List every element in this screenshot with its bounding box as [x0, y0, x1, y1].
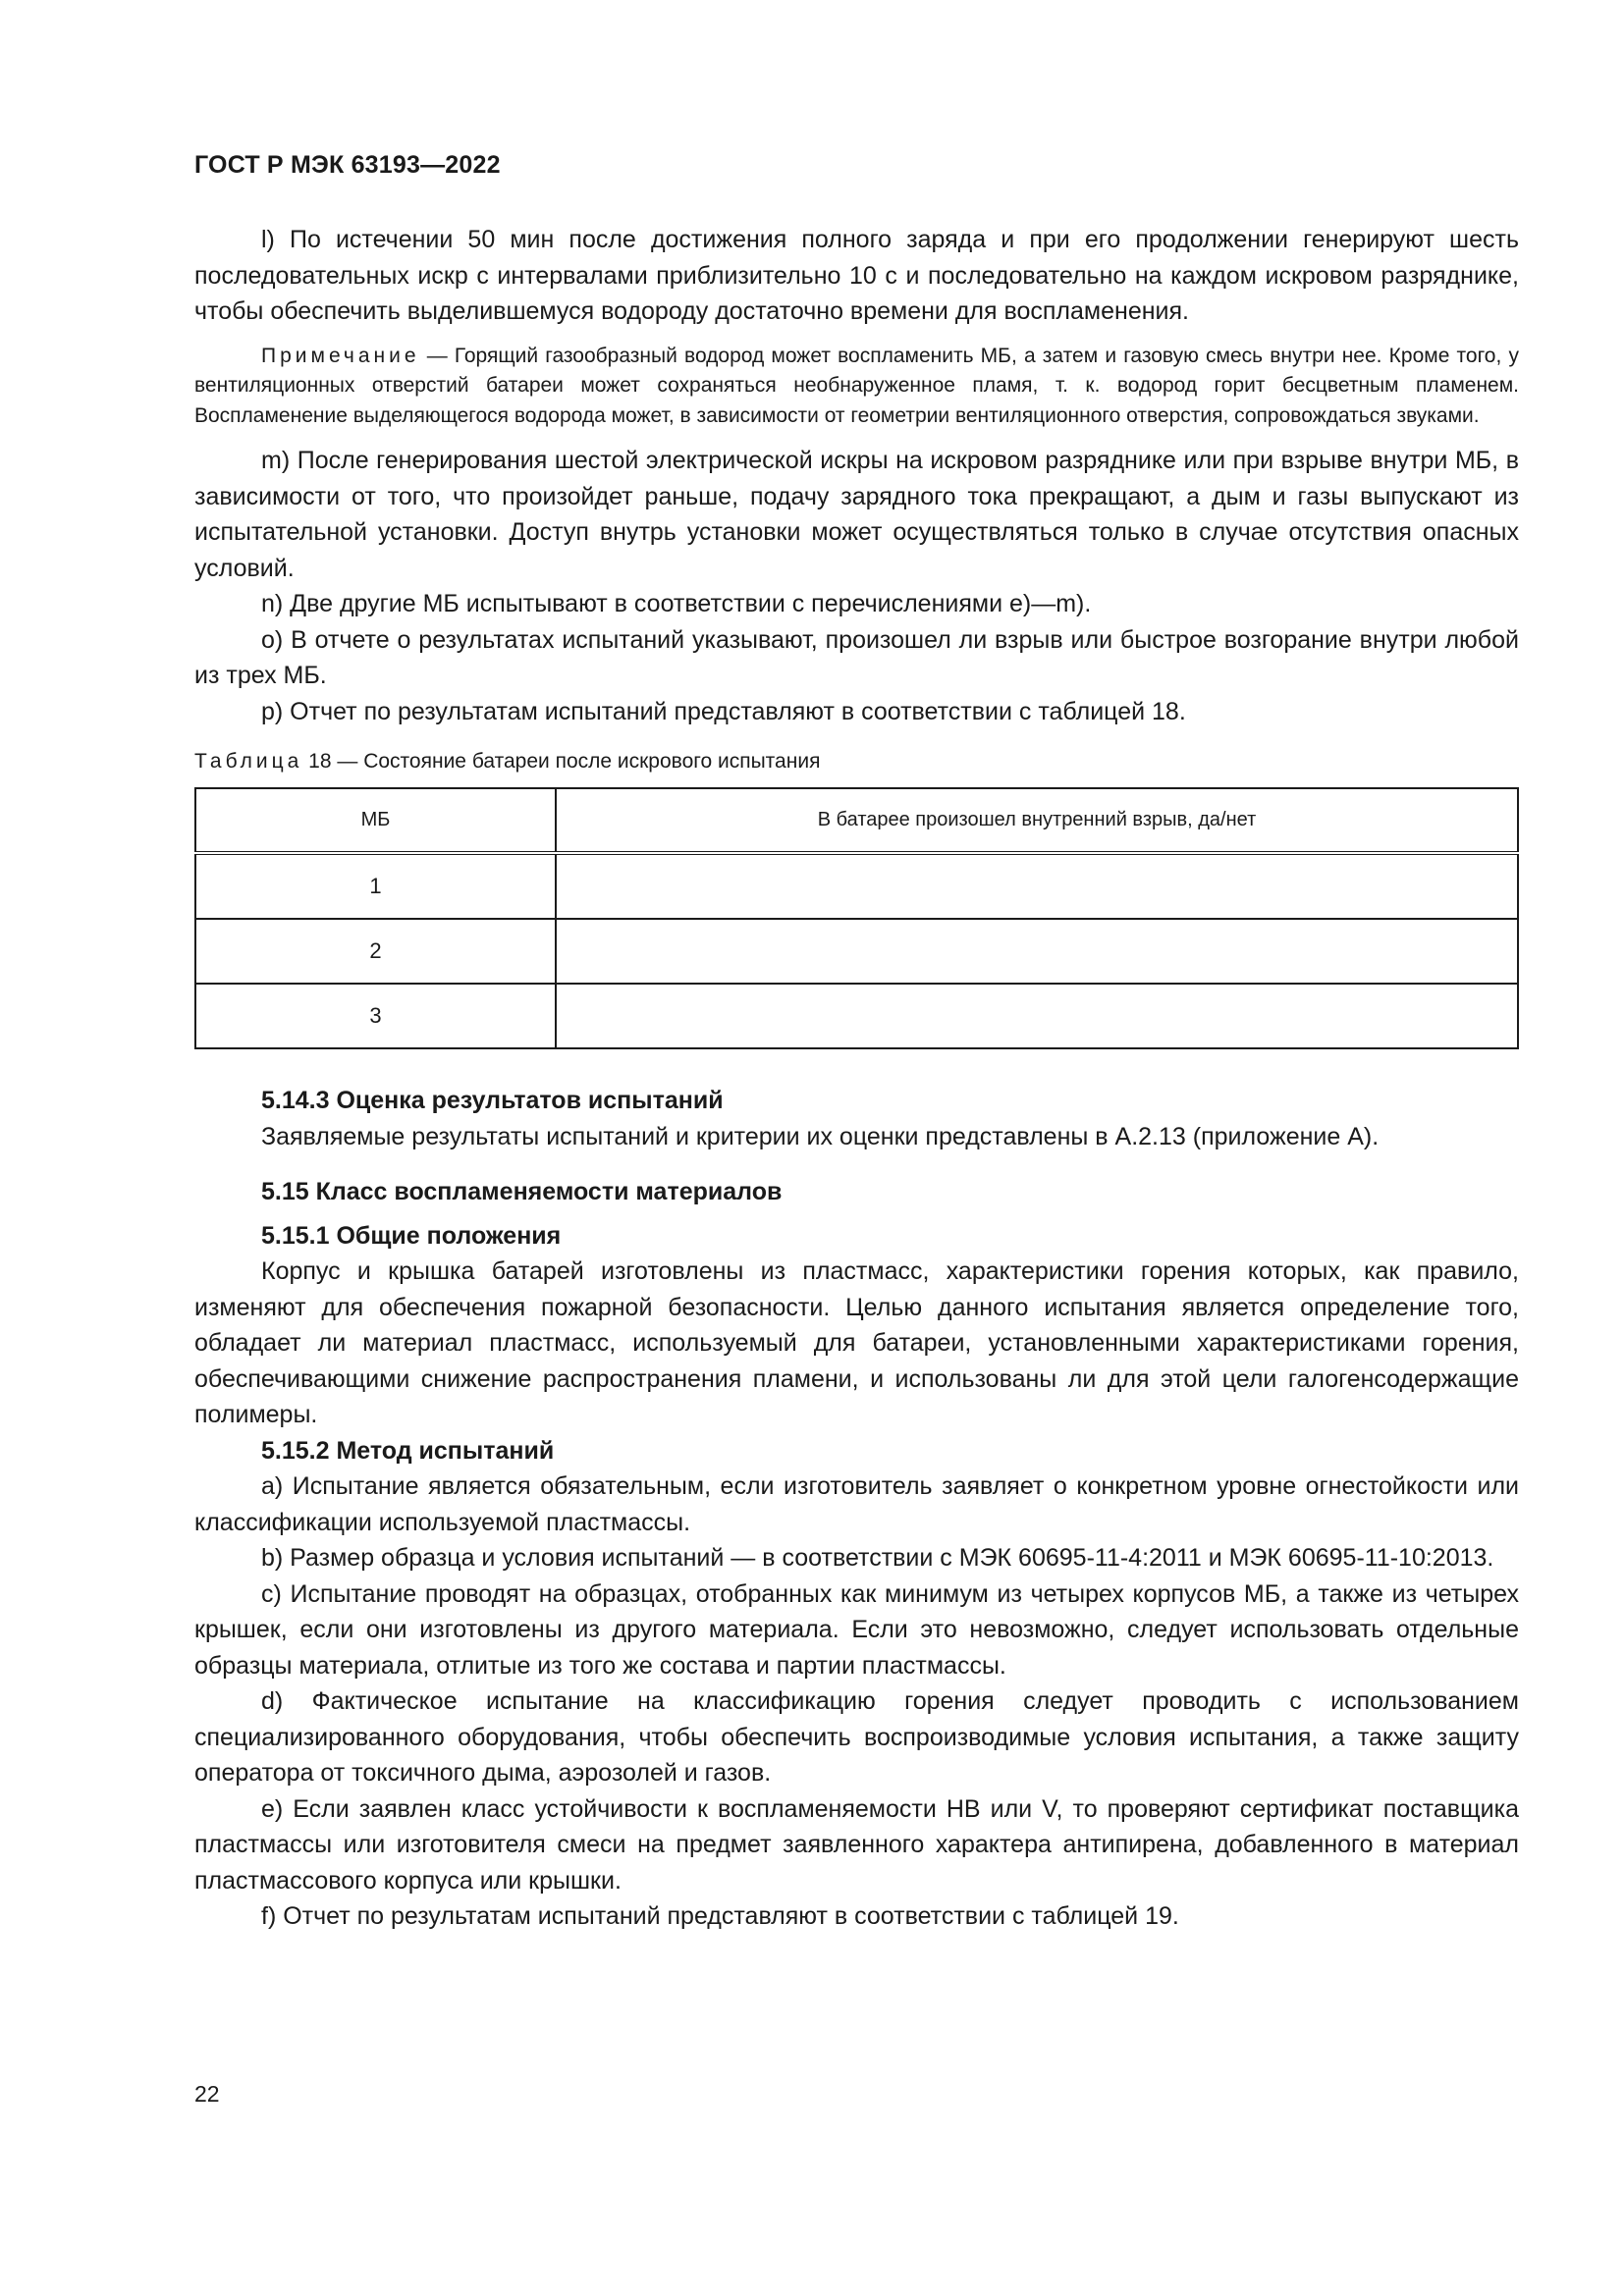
table-header-explosion: В батарее произошел внутренний взрыв, да/нет	[556, 788, 1518, 853]
heading-5-15-2: 5.15.2 Метод испытаний	[261, 1436, 555, 1465]
table-caption-label: Таблица	[194, 750, 303, 773]
paragraph-m: m) После генерирования шестой электрической искры на искровом разряднике или при взрыве внутри МБ, в зависимости от того, что произойдет раньше, подачу зарядного тока прекращают, а дым и газы выпускают из испытательной установки. Доступ внутрь установки может осуществляться только в случае отсутствия опасных условий.	[194, 447, 1519, 582]
table-caption-text: 18 — Состояние батареи после искрового испытания	[302, 750, 821, 773]
paragraph-o: о) В отчете о результатах испытаний указывают, произошел ли взрыв или быстрое возгорание внутри любой из трех МБ.	[194, 625, 1519, 689]
paragraph-l: l) По истечении 50 мин после достижения полного заряда и при его продолжении генерируют шесть последовательных искр с интервалами приблизительно 10 с и последовательно на каждом искровом разряднике, чтобы обеспечить выделившемуся водороду достаточно времени для воспламенения.	[194, 226, 1519, 325]
document-header: ГОСТ Р МЭК 63193—2022	[194, 151, 501, 179]
note-label: Примечание	[261, 344, 420, 367]
list-item-b: b) Размер образца и условия испытаний — в соответствии с МЭК 60695-11-4:2011 и МЭК 60695-11-10:2013.	[261, 1544, 1494, 1572]
list-item-e: е) Если заявлен класс устойчивости к воспламеняемости НВ или V, то проверяют сертификат поставщика пластмассы или изготовителя смеси на предмет заявленного характера антипирена, добавленного в материал пластмассового корпуса или крышки.	[194, 1794, 1519, 1895]
heading-5-15: 5.15 Класс воспламеняемости материалов	[261, 1178, 783, 1205]
table-header-mb: МБ	[195, 788, 556, 853]
paragraph-5-15-1: Корпус и крышка батарей изготовлены из пластмасс, характеристики горения которых, как правило, изменяют для обеспечения пожарной безопасности. Целью данного испытания является определение того, обладает ли материал пластмасс, используемый для батареи, установленными характеристиками горения, обеспечивающими снижение распространения пламени, и использованы ли для этой цели галогенсодержащие полимеры.	[194, 1257, 1519, 1428]
table-row	[195, 919, 1518, 984]
table-cell-result	[556, 984, 1518, 1048]
heading-5-15-1: 5.15.1 Общие положения	[261, 1221, 562, 1250]
table-cell-result	[556, 853, 1518, 919]
list-item-d: d) Фактическое испытание на классификацию горения следует проводить с использованием специализированного оборудования, чтобы обеспечить воспроизводимые условия испытания, а также защиту оператора от токсичного дыма, аэрозолей и газов.	[194, 1687, 1519, 1787]
note	[194, 342, 1519, 432]
list-item-c: с) Испытание проводят на образцах, отобранных как минимум из четырех корпусов МБ, а также из четырех крышек, если они изготовлены из другого материала. Если это невозможно, следует использовать отдельные образцы материала, отлитые из того же состава и партии пластмассы.	[194, 1579, 1519, 1680]
table-caption	[194, 750, 1519, 774]
paragraph-n: n) Две другие МБ испытывают в соответствии с перечислениями е)—m).	[261, 590, 1092, 617]
heading-5-14-3: 5.14.3 Оценка результатов испытаний	[261, 1087, 724, 1114]
list-item-f: f) Отчет по результатам испытаний представляют в соответствии с таблицей 19.	[261, 1902, 1179, 1930]
table-row	[195, 984, 1518, 1048]
table-cell-mb: 3	[195, 984, 556, 1048]
list-item-a: а) Испытание является обязательным, если изготовитель заявляет о конкретном уровне огнестойкости или классификации используемой пластмассы.	[194, 1472, 1519, 1536]
table-cell-result	[556, 919, 1518, 984]
note-text: — Горящий газообразный водород может воспламенить МБ, а затем и газовую смесь внутри нее. Кроме того, у вентиляционных отверстий батареи может сохраняться необнаруженное пламя, т. к. водород горит бесцветным пламенем. Воспламенение выделяющегося водорода может, в зависимости от геометрии вентиляционного отверстия, сопровождаться звуками.	[194, 344, 1519, 427]
table-cell-mb: 1	[195, 853, 556, 919]
table-row	[195, 853, 1518, 919]
table-18	[194, 787, 1519, 1049]
paragraph-p: р) Отчет по результатам испытаний представляют в соответствии с таблицей 18.	[261, 697, 1186, 725]
page-number: 22	[194, 2081, 220, 2107]
paragraph-5-14-3: Заявляемые результаты испытаний и критерии их оценки представлены в А.2.13 (приложение А).	[261, 1122, 1380, 1150]
table-cell-mb: 2	[195, 919, 556, 984]
page-content	[194, 222, 1519, 1935]
table-header-row	[195, 788, 1518, 853]
